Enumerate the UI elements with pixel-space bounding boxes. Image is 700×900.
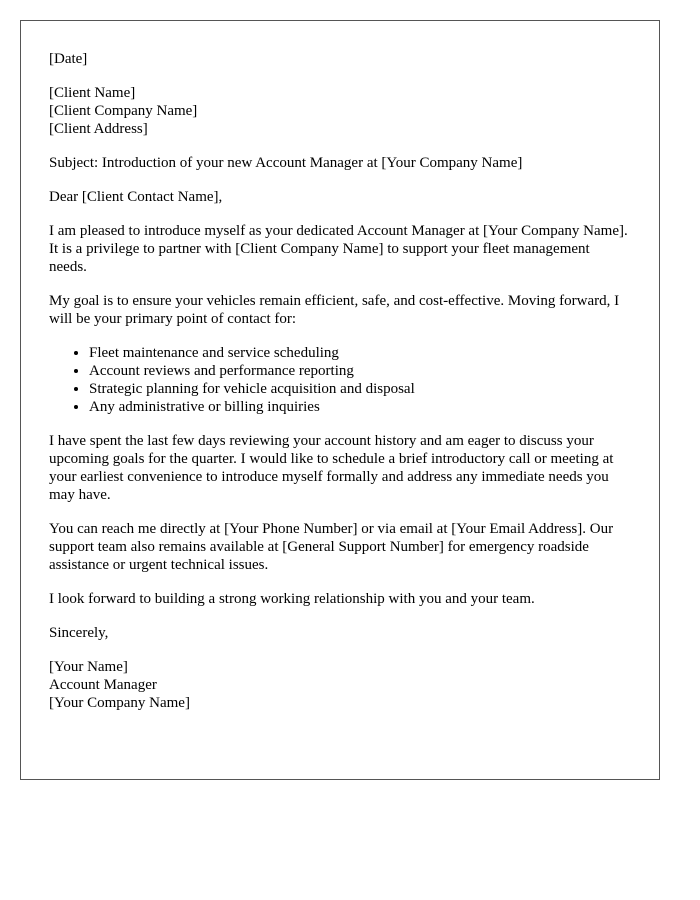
signature-block (49, 658, 631, 712)
responsibilities-list (49, 344, 631, 416)
letter-paragraph-review: I have spent the last few days reviewing your account history and am eager to discuss your upcoming goals for the quarter. I would like to schedule a brief introductory call or meeting at your earliest convenience to introduce myself formally and address any immediate needs you may have. (49, 433, 614, 503)
letter-closing: Sincerely, (49, 625, 109, 641)
recipient-address: [Client Address] (49, 121, 148, 137)
letter-paragraph-intro: I am pleased to introduce myself as your dedicated Account Manager at [Your Company Name]. It is a privilege to partner with [Client Company Name] to support your fleet management needs. (49, 223, 628, 275)
letter-paragraph-contact: You can reach me directly at [Your Phone Number] or via email at [Your Email Address]. Our support team also remains available at [General Support Number] for emergency roadside assistance or urgent technical issues. (49, 521, 614, 573)
recipient-company: [Client Company Name] (49, 103, 198, 119)
letter-page (20, 20, 660, 780)
list-item: • Fleet maintenance and service scheduling (89, 344, 631, 362)
recipient-name: [Client Name] (49, 85, 136, 101)
list-item: • Strategic planning for vehicle acquisition and disposal (89, 380, 631, 398)
letter-date: [Date] (49, 51, 88, 67)
signature-company: [Your Company Name] (49, 695, 190, 711)
letter-subject: Subject: Introduction of your new Account Manager at [Your Company Name] (49, 155, 523, 171)
recipient-address-block (49, 84, 631, 138)
signature-title: Account Manager (49, 677, 157, 693)
signature-name: [Your Name] (49, 659, 128, 675)
list-item: • Account reviews and performance reporting (89, 362, 631, 380)
list-item: • Any administrative or billing inquiries (89, 398, 631, 416)
letter-paragraph-closing-remark: I look forward to building a strong working relationship with you and your team. (49, 591, 535, 607)
letter-salutation: Dear [Client Contact Name], (49, 189, 223, 205)
letter-paragraph-goals: My goal is to ensure your vehicles remain efficient, safe, and cost-effective. Moving forward, I will be your primary point of contact for: (49, 293, 620, 327)
